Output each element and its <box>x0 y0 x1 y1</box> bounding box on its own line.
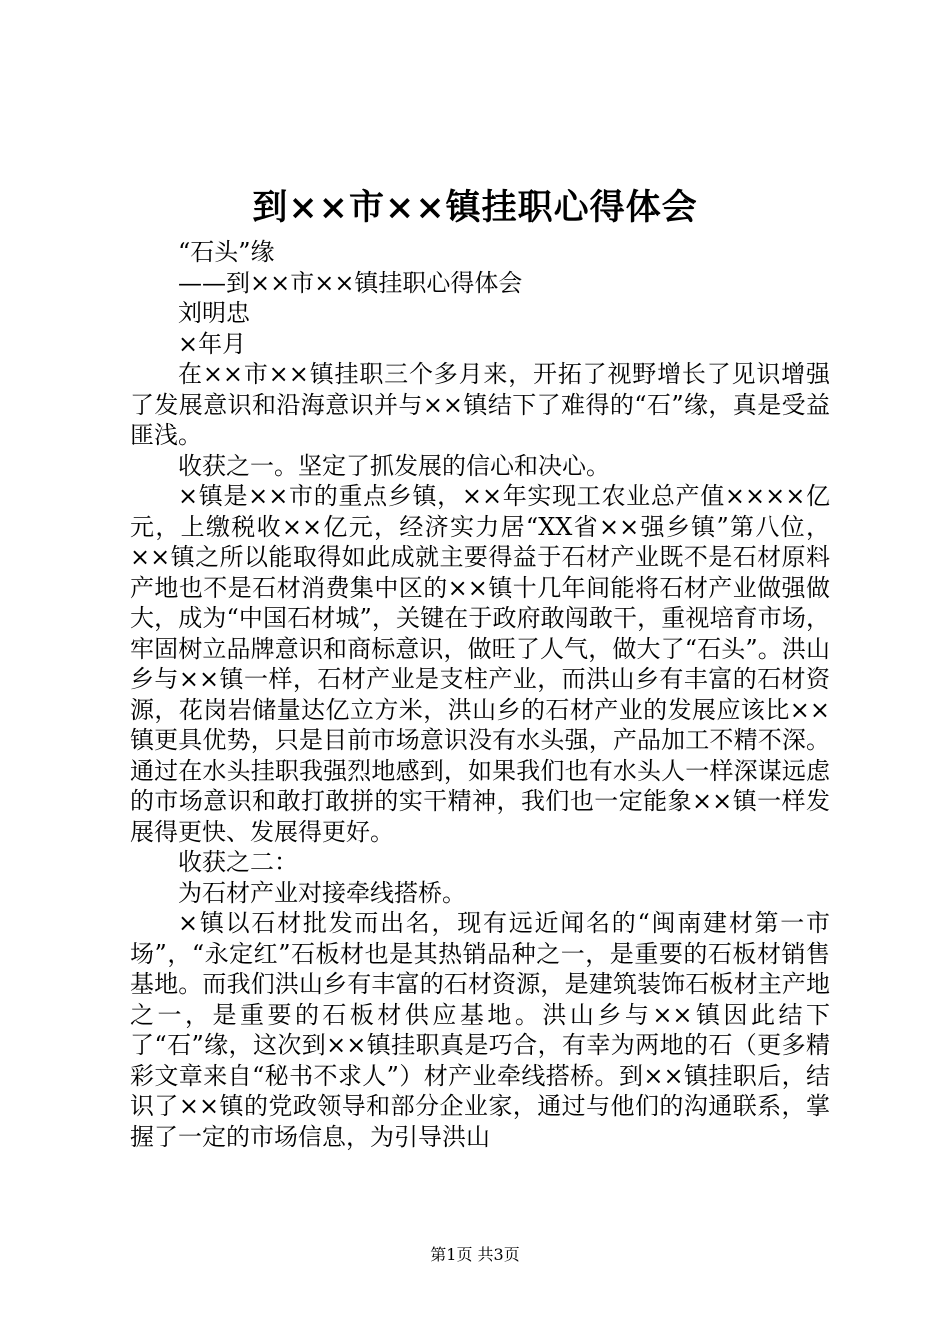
section-subheading: 为石材产业对接牵线搭桥。 <box>178 878 466 907</box>
section-heading: 收获之一。坚定了抓发展的信心和决心。 <box>178 451 610 480</box>
body-paragraph: ×镇是××市的重点乡镇，××年实现工农业总产值××××亿元，上缴税收××亿元，经济实力居“XX省××强乡镇”第八位，××镇之所以能取得如此成就主要得益于石材产业既不是石材原料产地也不是石材消费集中区的××镇十几年间能将石材产业做强做大，成为“中国石材城”，关键在于政府敢闯敢干，重视培育市场，牢固树立品牌意识和商标意识，做旺了人气，做大了“石头”。洪山乡与××镇一样，石材产业是支柱产业，而洪山乡有丰富的石材资源，花岗岩储量达亿立方米，洪山乡的石材产业的发展应该比××镇更具优势，只是目前市场意识没有水头强，产品加工不精不深。通过在水头挂职我强烈地感到，如果我们也有水头人一样深谋远虑的市场意识和敢打敢拼的实干精神，我们也一定能象××镇一样发展得更快、发展得更好。 <box>130 482 830 846</box>
body-paragraph: ×镇以石材批发而出名，现有远近闻名的“闽南建材第一市场”，“永定红”石板材也是其热销品种之一，是重要的石板材销售基地。而我们洪山乡有丰富的石材资源，是建筑装饰石板材主产地之一，是重要的石板材供应基地。洪山乡与××镇因此结下了“石”缘，这次到××镇挂职真是巧合，有幸为两地的石（更多精彩文章来自“秘书不求人”）材产业牵线搭桥。到××镇挂职后，结识了××镇的党政领导和部分企业家，通过与他们的沟通联系，掌握了一定的市场信息，为引导洪山 <box>130 909 830 1151</box>
subtitle-line: “石头”缘 <box>178 238 275 266</box>
section-heading: 收获之二： <box>178 848 298 876</box>
document-body <box>130 237 830 1152</box>
body-paragraph: 在××市××镇挂职三个多月来，开拓了视野增长了见识增强了发展意识和沿海意识并与××镇结下了难得的“石”缘，真是受益匪浅。 <box>130 360 830 449</box>
page-number-footer: 第1页 共3页 <box>430 1245 520 1264</box>
document-title: 到××市××镇挂职心得体会 <box>252 187 698 228</box>
author-line: 刘明忠 <box>178 299 250 327</box>
date-line: ×年月 <box>178 329 247 358</box>
subtitle-secondary: ——到××市××镇挂职心得体会 <box>178 268 523 297</box>
